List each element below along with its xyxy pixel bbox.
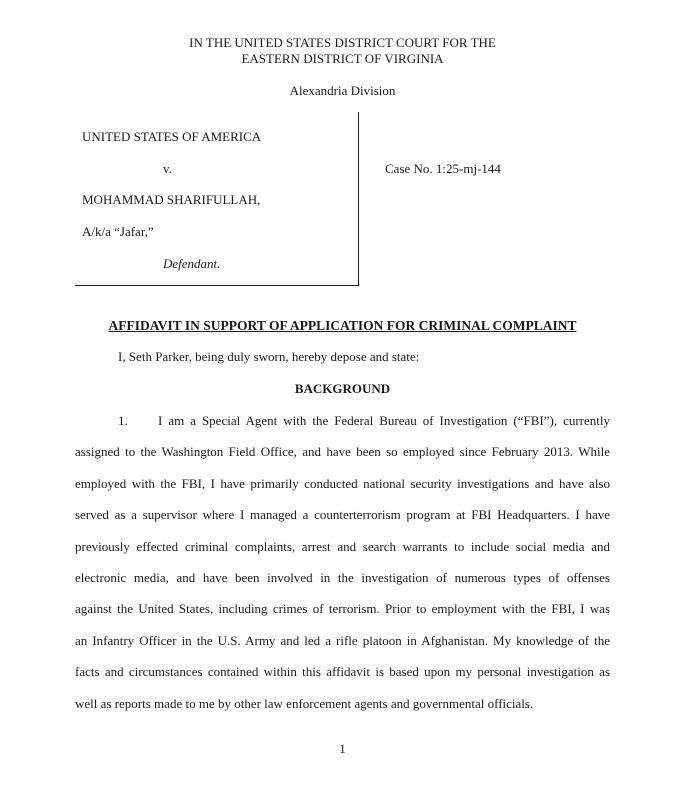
- section-heading: BACKGROUND: [294, 381, 391, 396]
- paragraph-line: employed with the FBI, I have primarily conducted national security investigations and have also: [75, 475, 610, 491]
- page-number: 1: [339, 741, 346, 756]
- caption-defendant-role: Defendant.: [163, 256, 221, 271]
- caption-versus: v.: [163, 161, 172, 176]
- paragraph-line: served as a supervisor where I managed a counterterrorism program at FBI Headquarters. I have: [75, 507, 610, 523]
- caption-defendant-name: MOHAMMAD SHARIFULLAH,: [82, 192, 261, 207]
- document-title: AFFIDAVIT IN SUPPORT OF APPLICATION FOR CRIMINAL COMPLAINT: [108, 318, 577, 333]
- paragraph-1: [75, 412, 610, 726]
- paragraph-line: electronic media, and have been involved in the investigation of numerous types of offenses: [75, 569, 610, 585]
- court-name-line1: IN THE UNITED STATES DISTRICT COURT FOR THE: [189, 35, 496, 50]
- paragraph-line: 1. I am a Special Agent with the Federal Bureau of Investigation (“FBI”), currently: [118, 413, 610, 428]
- court-name-line2: EASTERN DISTRICT OF VIRGINIA: [241, 51, 444, 66]
- paragraph-line: an Infantry Officer in the U.S. Army and led a rifle platoon in Afghanistan. My knowledge of the: [75, 632, 610, 648]
- caption-plaintiff: UNITED STATES OF AMERICA: [82, 129, 262, 144]
- paragraph-line: against the United States, including crimes of terrorism. Prior to employment with the FBI, I was: [75, 601, 610, 617]
- paragraph-number: 1.: [118, 413, 128, 428]
- intro-statement: I, Seth Parker, being duly sworn, hereby depose and state:: [118, 349, 420, 364]
- paragraph-line: assigned to the Washington Field Office, and have been so employed since February 2013. While: [75, 444, 610, 460]
- paragraph-line: previously effected criminal complaints, arrest and search warrants to include social media and: [75, 538, 610, 554]
- paragraph-line: facts and circumstances contained within this affidavit is based upon my personal investigation as: [75, 664, 610, 680]
- court-division: Alexandria Division: [289, 83, 396, 98]
- case-number: Case No. 1:25-mj-144: [385, 161, 501, 176]
- caption-alias: A/k/a “Jafar,”: [82, 224, 154, 239]
- paragraph-line: well as reports made to me by other law enforcement agents and governmental officials.: [75, 695, 534, 711]
